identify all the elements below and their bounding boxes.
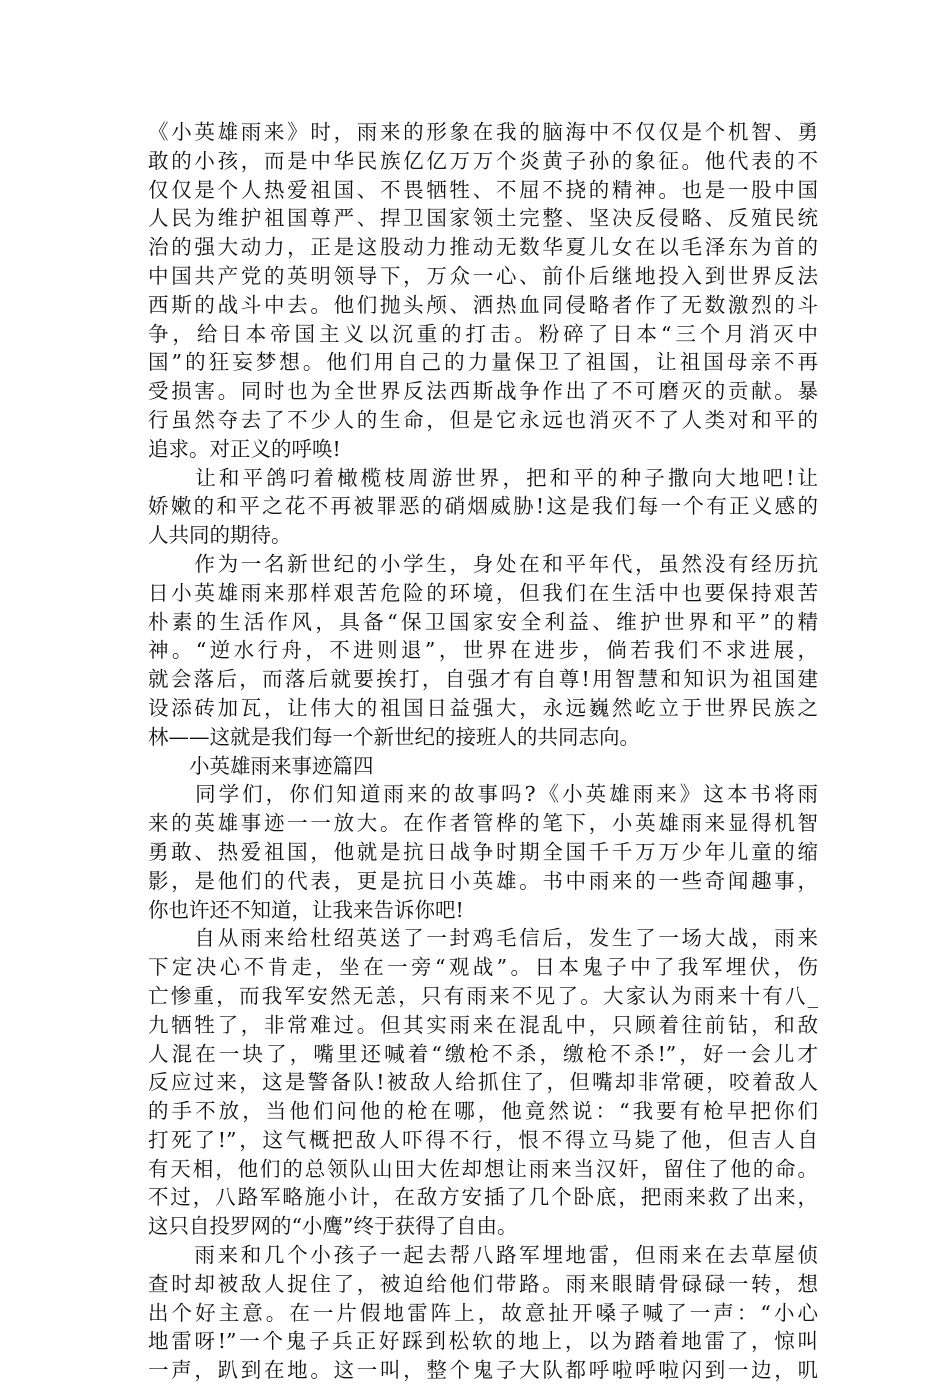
text-line: 打死了!”，这气概把敌人吓得不行，恨不得立马毙了他，但吉人自 <box>148 1127 818 1152</box>
text-line: 受损害。同时也为全世界反法西斯战争作出了不可磨灭的贡献。暴 <box>148 379 818 404</box>
text-line: 的手不放，当他们问他的枪在哪，他竟然说：“我要有枪早把你们 <box>148 1099 818 1124</box>
text-line: 神。“逆水行舟，不进则退”，世界在进步，倘若我们不求进展， <box>148 638 818 663</box>
text-line: 追求。对正义的呼唤! <box>148 436 341 461</box>
document-body <box>148 118 818 1385</box>
text-line: 有天相，他们的总领队山田大佐却想让雨来当汉奸，留住了他的命。 <box>148 1156 818 1181</box>
text-line: 《小英雄雨来》时，雨来的形象在我的脑海中不仅仅是个机智、勇 <box>148 120 818 144</box>
text-line: 人混在一块了，嘴里还喊着“缴枪不杀，缴枪不杀!”，好一会儿才 <box>148 1041 818 1066</box>
text-line: 亡惨重，而我军安然无恙，只有雨来不见了。大家认为雨来十有八_ <box>148 983 818 1008</box>
text-line: 来的英雄事迹一一放大。在作者管桦的笔下，小英雄雨来显得机智 <box>148 811 818 836</box>
text-line: 中国共产党的英明领导下，万众一心、前仆后继地投入到世界反法 <box>148 263 818 288</box>
text-line: 设添砖加瓦，让伟大的祖国日益强大，永远巍然屹立于世界民族之 <box>148 695 818 720</box>
text-line: 影，是他们的代表，更是抗日小英雄。书中雨来的一些奇闻趣事， <box>148 868 818 893</box>
text-line: 人共同的期待。 <box>148 523 292 548</box>
text-line: 仅仅是个人热爱祖国、不畏牺牲、不屈不挠的精神。也是一股中国 <box>148 177 818 202</box>
text-line: 日小英雄雨来那样艰苦危险的环境，但我们在生活中也要保持艰苦 <box>148 580 818 605</box>
text-line: 治的强大动力，正是这股动力推动无数华夏儿女在以毛泽东为首的 <box>148 235 818 260</box>
text-line: 作为一名新世纪的小学生，身处在和平年代，虽然没有经历抗 <box>148 551 818 576</box>
text-line: 朴素的生活作风，具备“保卫国家安全利益、维护世界和平”的精 <box>148 609 818 634</box>
text-line: 一声，趴到在地。这一叫，整个鬼子大队都呼啦呼啦闪到一边，叽 <box>148 1358 818 1383</box>
text-line: 同学们，你们知道雨来的故事吗?《小英雄雨来》这本书将雨 <box>148 782 818 807</box>
text-line: 自从雨来给杜绍英送了一封鸡毛信后，发生了一场大战，雨来 <box>148 926 818 951</box>
text-line: 查时却被敌人捉住了，被迫给他们带路。雨来眼睛骨碌碌一转，想 <box>148 1271 818 1296</box>
text-line: 下定决心不肯走，坐在一旁“观战”。日本鬼子中了我军埋伏，伤 <box>148 955 818 980</box>
text-line: 反应过来，这是警备队!被敌人给抓住了，但嘴却非常硬，咬着敌人 <box>148 1070 818 1095</box>
text-line: 人民为维护祖国尊严、捍卫国家领土完整、坚决反侵略、反殖民统 <box>148 206 818 231</box>
text-line: 敢的小孩，而是中华民族亿亿万万个炎黄子孙的象征。他代表的不 <box>148 148 818 173</box>
text-line: 勇敢、热爱祖国，他就是抗日战争时期全国千千万万少年儿童的缩 <box>148 839 818 864</box>
text-line: 出个好主意。在一片假地雷阵上，故意扯开嗓子喊了一声：“小心 <box>148 1300 818 1325</box>
text-line: 这只自投罗网的“小鹰”终于获得了自由。 <box>148 1214 518 1239</box>
text-line: 争，给日本帝国主义以沉重的打击。粉碎了日本“三个月消灭中 <box>148 321 818 346</box>
text-line: 行虽然夺去了不少人的生命，但是它永远也消灭不了人类对和平的 <box>148 407 818 432</box>
text-line: 小英雄雨来事迹篇四 <box>148 753 374 778</box>
text-line: 你也许还不知道，让我来告诉你吧! <box>148 897 464 922</box>
text-line: 地雷呀!”一个鬼子兵正好踩到松软的地上，以为踏着地雷了，惊叫 <box>148 1329 818 1354</box>
text-line: 娇嫩的和平之花不再被罪恶的硝烟威胁!这是我们每一个有正义感的 <box>148 494 818 519</box>
text-line: 不过，八路军略施小计，在敌方安插了几个卧底，把雨来救了出来， <box>148 1185 818 1210</box>
text-line: 就会落后，而落后就要挨打，自强才有自尊!用智慧和知识为祖国建 <box>148 667 818 692</box>
text-line: 雨来和几个小孩子一起去帮八路军埋地雷，但雨来在去草屋侦 <box>148 1243 818 1268</box>
text-line: 林——这就是我们每一个新世纪的接班人的共同志向。 <box>148 724 640 749</box>
text-line: 让和平鸽叼着橄榄枝周游世界，把和平的种子撒向大地吧!让 <box>148 465 818 490</box>
text-line: 九牺牲了，非常难过。但其实雨来在混乱中，只顾着往前钻，和敌 <box>148 1012 818 1037</box>
text-line: 西斯的战斗中去。他们抛头颅、洒热血同侵略者作了无数激烈的斗 <box>148 292 818 317</box>
text-line: 国”的狂妄梦想。他们用自己的力量保卫了祖国，让祖国母亲不再 <box>148 350 818 375</box>
